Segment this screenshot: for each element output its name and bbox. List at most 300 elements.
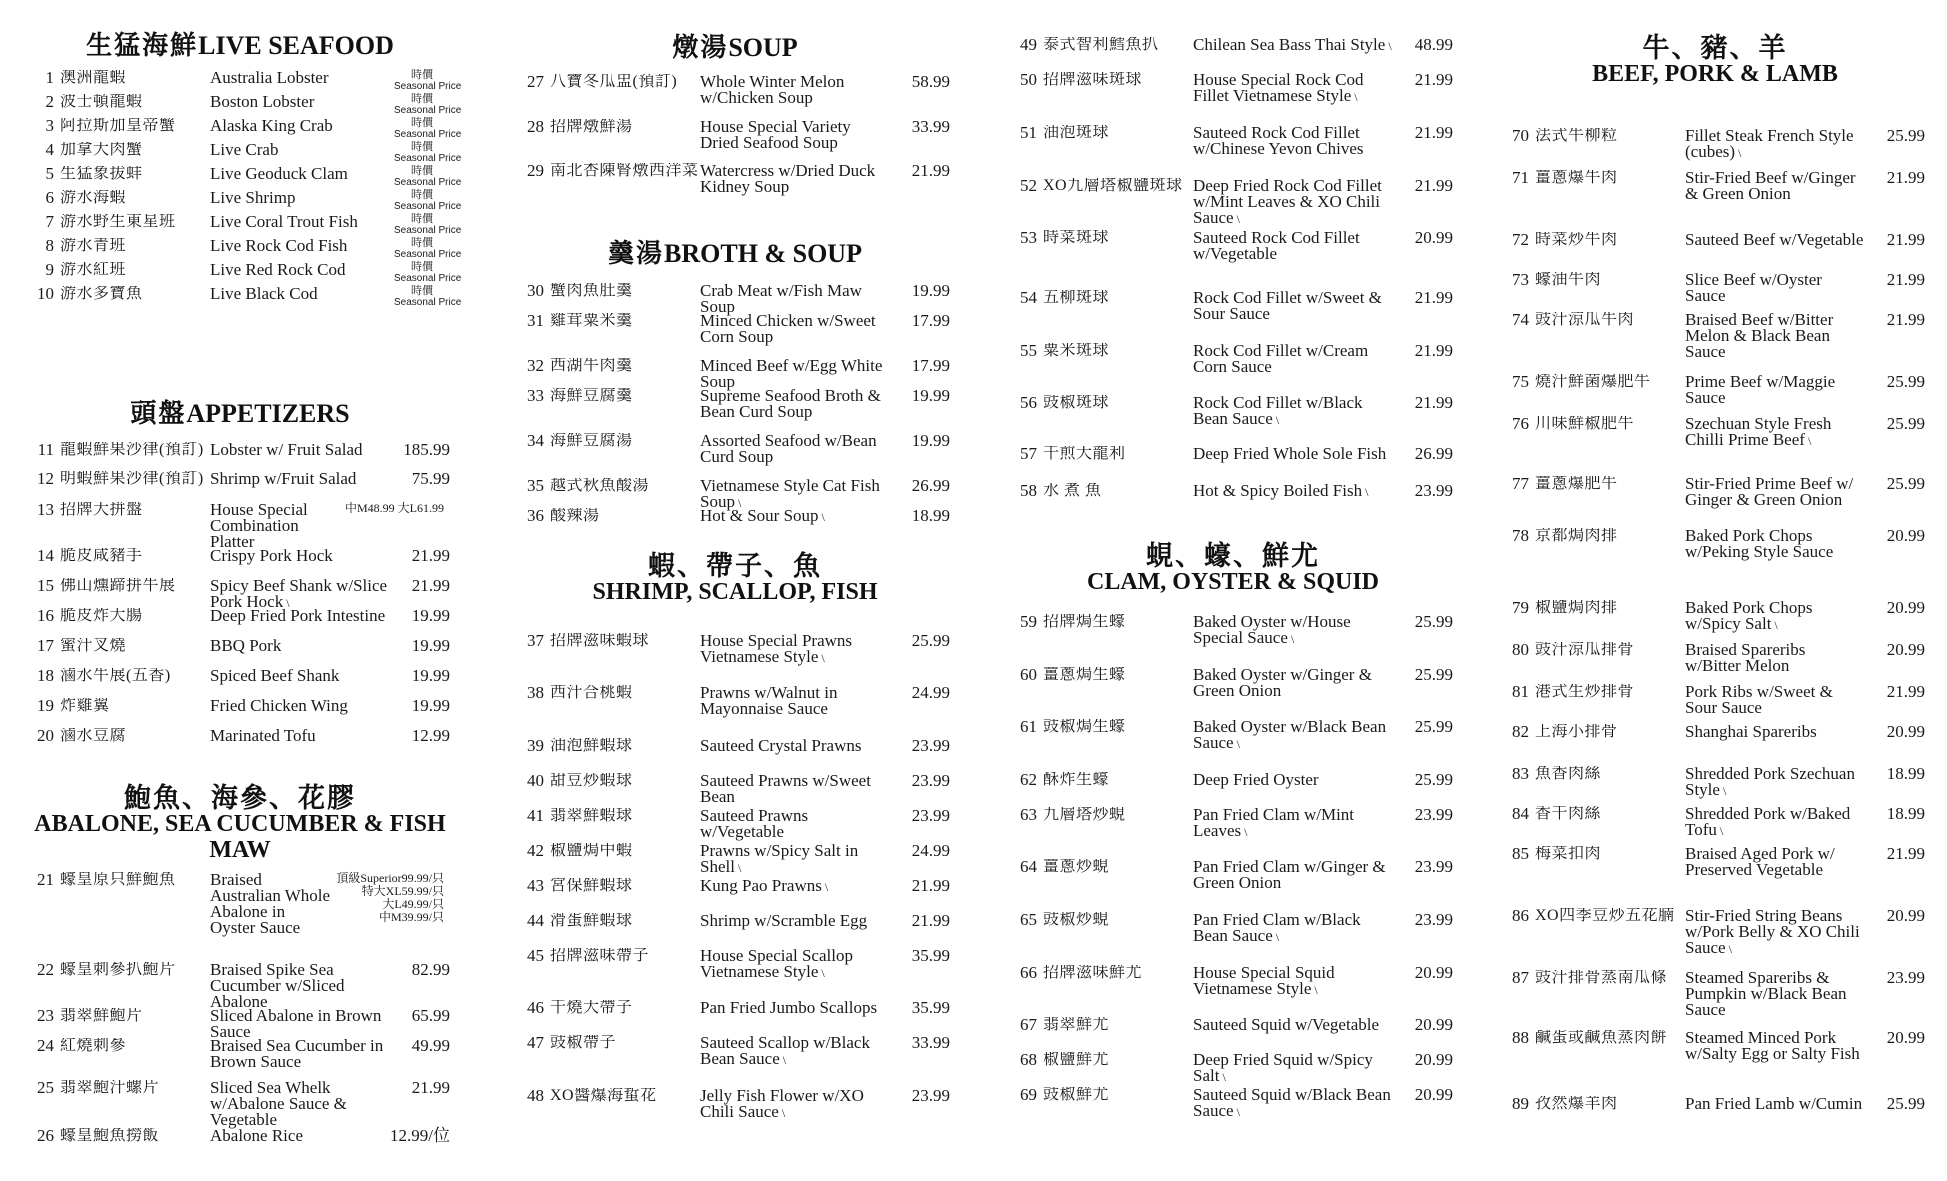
item-price: 20.99 xyxy=(1414,963,1453,982)
item-english-name xyxy=(1685,908,1869,957)
item-english-text: Shrimp w/Scramble Egg xyxy=(700,911,868,930)
item-english-name xyxy=(1685,684,1869,716)
item-number: 83 xyxy=(1512,764,1529,783)
item-price: 19.99 xyxy=(411,696,450,715)
menu-item xyxy=(30,164,462,188)
item-price: 82.99 xyxy=(411,960,450,979)
item-english-text: Baked Pork Chops w/Peking Style Sauce xyxy=(1685,526,1834,561)
section-title-chinese: 頭盤 xyxy=(130,399,187,428)
item-english-name xyxy=(210,214,394,230)
menu-item xyxy=(520,119,950,151)
item-english-text: Live Red Rock Cod xyxy=(210,260,346,279)
item-english-text: Lobster w/ Fruit Salad xyxy=(210,440,363,459)
item-english-name xyxy=(1193,446,1397,462)
item-chinese-name: 南北杏陳腎燉西洋菜 xyxy=(550,163,699,179)
item-price: 20.99 xyxy=(1886,722,1925,741)
item-chinese-name: 翡翠鮮鮑片 xyxy=(60,1008,143,1024)
menu-item xyxy=(1505,970,1925,1018)
menu-item xyxy=(1505,908,1925,957)
item-english-text: Spicy Beef Shank w/Slice Pork Hock xyxy=(210,576,388,611)
item-number: 37 xyxy=(527,631,544,650)
item-number: 64 xyxy=(1020,857,1037,876)
item-chinese-name: 干燒大帶子 xyxy=(550,1000,633,1016)
item-english-text: Stir-Fried Beef w/Ginger & Green Onion xyxy=(1685,168,1856,203)
item-english-text: Shrimp w/Fruit Salad xyxy=(210,469,357,488)
item-english-text: Supreme Seafood Broth & Bean Curd Soup xyxy=(700,386,881,421)
menu-item xyxy=(1505,528,1925,560)
item-chinese-name: 滷水豆腐 xyxy=(60,728,127,744)
item-english-text: Watercress w/Dried Duck Kidney Soup xyxy=(700,161,876,196)
item-seasonal-price xyxy=(394,141,462,164)
item-chinese-name: XO九層塔椒鹽斑球 xyxy=(1043,178,1183,194)
item-number: 44 xyxy=(527,911,544,930)
item-price: 20.99 xyxy=(1886,1028,1925,1047)
item-english-name xyxy=(210,668,394,684)
item-english-name xyxy=(210,1128,390,1144)
menu-item xyxy=(1505,600,1925,633)
item-chinese-name: XO醬爆海蜇花 xyxy=(550,1088,657,1104)
item-chinese-name: 豉汁排骨蒸南瓜條 xyxy=(1535,970,1668,986)
item-chinese-name: 川味鮮椒肥牛 xyxy=(1535,416,1635,432)
item-english-text: Fillet Steak French Style (cubes) xyxy=(1685,126,1854,161)
item-number: 20 xyxy=(37,726,54,745)
item-number: 24 xyxy=(37,1036,54,1055)
item-chinese-name: 脆皮咸豬手 xyxy=(60,548,143,564)
item-english-text: House Special Combination Platter xyxy=(210,500,308,551)
item-number: 87 xyxy=(1512,968,1529,987)
item-number: 27 xyxy=(527,72,544,91)
item-english-name xyxy=(210,94,394,110)
item-chinese-name: 椒鹽鮮尤 xyxy=(1043,1052,1110,1068)
menu-item xyxy=(1505,128,1925,161)
item-english-text: Whole Winter Melon w/Chicken Soup xyxy=(700,72,845,107)
seasonal-price-chinese: 時價 xyxy=(411,93,433,105)
item-english-name xyxy=(210,502,345,550)
menu-item xyxy=(30,140,462,164)
menu-item xyxy=(30,471,450,487)
item-english-name xyxy=(1685,170,1869,202)
section-title-english: APPETIZERS xyxy=(186,399,350,428)
item-english-text: Live Crab xyxy=(210,140,279,159)
item-chinese-name: 油泡斑球 xyxy=(1043,125,1110,141)
item-english-name xyxy=(1685,476,1869,508)
item-chinese-name: 水 煮 魚 xyxy=(1043,483,1102,499)
item-price: 24.99 xyxy=(911,841,950,860)
item-english-text: Marinated Tofu xyxy=(210,726,316,745)
item-price: 21.99 xyxy=(1886,270,1925,289)
menu-item xyxy=(1013,807,1453,840)
item-chinese-name: 豉椒帶子 xyxy=(550,1035,617,1051)
menu-item xyxy=(1013,230,1453,262)
item-number: 54 xyxy=(1020,288,1037,307)
item-chinese-name: 招牌燉鮮湯 xyxy=(550,119,633,135)
menu-item xyxy=(1013,343,1453,375)
item-english-text: Sliced Sea Whelk w/Abalone Sauce & Vegetable xyxy=(210,1078,347,1129)
seasonal-price-english: Seasonal Price xyxy=(394,177,462,188)
item-chinese-name: 炸雞翼 xyxy=(60,698,110,714)
item-english-text: Hot & Spicy Boiled Fish xyxy=(1193,481,1363,500)
item-english-name xyxy=(210,142,394,158)
item-english-text: Alaska King Crab xyxy=(210,116,333,135)
item-number: 85 xyxy=(1512,844,1529,863)
menu-item xyxy=(30,698,450,714)
item-english-name xyxy=(210,442,394,458)
item-chinese-name: 甜豆炒蝦球 xyxy=(550,773,633,789)
item-english-text: Pan Fried Clam w/Ginger & Green Onion xyxy=(1193,857,1386,892)
item-chinese-name: 九層塔炒蜆 xyxy=(1043,807,1126,823)
item-chinese-name: 椒鹽焗肉排 xyxy=(1535,600,1618,616)
item-price: 19.99 xyxy=(411,666,450,685)
item-price: 19.99 xyxy=(911,386,950,405)
item-number: 89 xyxy=(1512,1094,1529,1113)
item-chinese-name: 港式生炒排骨 xyxy=(1535,684,1635,700)
item-english-text: Sauteed Squid w/Vegetable xyxy=(1193,1015,1380,1034)
menu-item xyxy=(520,1035,950,1068)
item-price: 25.99 xyxy=(1414,665,1453,684)
item-chinese-name: 紅燒刺參 xyxy=(60,1038,127,1054)
menu-item xyxy=(1505,684,1925,716)
item-english-text: House Special Squid Vietnamese Style xyxy=(1193,963,1335,998)
item-number: 13 xyxy=(37,500,54,519)
item-chinese-name: 西湖牛肉羹 xyxy=(550,358,633,374)
item-chinese-name: 魚香肉絲 xyxy=(1535,766,1602,782)
item-english-name xyxy=(1685,1096,1869,1112)
item-english-text: Steamed Minced Pork w/Salty Egg or Salty Fish xyxy=(1685,1028,1860,1063)
seasonal-price-english: Seasonal Price xyxy=(394,81,462,92)
menu-item xyxy=(1505,846,1925,878)
menu-item xyxy=(30,1080,450,1128)
item-number: 5 xyxy=(45,164,54,183)
item-price: 23.99 xyxy=(911,736,950,755)
item-chinese-name: 薑蔥炒蜆 xyxy=(1043,859,1110,875)
item-english-name xyxy=(210,70,394,86)
item-number: 68 xyxy=(1020,1050,1037,1069)
item-english-text: Stir-Fried Prime Beef w/ Ginger & Green Onion xyxy=(1685,474,1854,509)
item-english-name xyxy=(210,166,394,182)
menu-item xyxy=(1013,483,1453,500)
item-number: 51 xyxy=(1020,123,1037,142)
menu-item xyxy=(30,188,462,212)
item-english-name xyxy=(210,238,394,254)
item-number: 82 xyxy=(1512,722,1529,741)
menu-item xyxy=(30,68,462,92)
item-chinese-name: 豉椒焗生蠔 xyxy=(1043,719,1126,735)
section-title xyxy=(30,400,450,427)
item-number: 35 xyxy=(527,476,544,495)
item-number: 18 xyxy=(37,666,54,685)
item-number: 70 xyxy=(1512,126,1529,145)
item-number: 43 xyxy=(527,876,544,895)
menu-item xyxy=(520,508,950,525)
item-english-text: Baked Oyster w/Black Bean Sauce xyxy=(1193,717,1387,752)
item-number: 38 xyxy=(527,683,544,702)
item-price: 25.99 xyxy=(1414,717,1453,736)
item-english-name xyxy=(1685,232,1869,248)
item-number: 15 xyxy=(37,576,54,595)
item-english-name xyxy=(210,190,394,206)
item-number: 6 xyxy=(45,188,54,207)
item-chinese-name: 薑蔥爆牛肉 xyxy=(1535,170,1618,186)
item-english-name xyxy=(210,962,394,1010)
seasonal-price-english: Seasonal Price xyxy=(394,105,462,116)
item-english-text: Prawns w/Walnut in Mayonnaise Sauce xyxy=(700,683,838,718)
item-price: 18.99 xyxy=(1886,764,1925,783)
item-english-text: Australia Lobster xyxy=(210,68,329,87)
menu-item xyxy=(520,738,950,754)
section-title-english: BROTH & SOUP xyxy=(664,239,862,268)
menu-item xyxy=(30,502,450,550)
item-price: 25.99 xyxy=(1886,474,1925,493)
item-number: 79 xyxy=(1512,598,1529,617)
spicy-chili-icon: \ xyxy=(1236,737,1240,751)
item-number: 60 xyxy=(1020,665,1037,684)
section-title-chinese: 燉湯 xyxy=(672,33,729,62)
item-price: 26.99 xyxy=(1414,444,1453,463)
section-title-chinese: 羹湯 xyxy=(608,239,665,268)
item-price: 23.99 xyxy=(1886,968,1925,987)
item-chinese-name: 加拿大肉蟹 xyxy=(60,142,143,158)
item-chinese-name: 佛山燻蹄拼牛展 xyxy=(60,578,176,594)
item-chinese-name: 波士頓龍蝦 xyxy=(60,94,143,110)
item-price: 20.99 xyxy=(1414,228,1453,247)
item-chinese-name: 京都焗肉排 xyxy=(1535,528,1618,544)
item-number: 58 xyxy=(1020,481,1037,500)
menu-item xyxy=(1013,178,1453,227)
menu-column-1 xyxy=(30,0,462,1181)
item-number: 29 xyxy=(527,161,544,180)
item-price: 21.99 xyxy=(1414,70,1453,89)
item-price: 21.99 xyxy=(1886,168,1925,187)
item-price: 23.99 xyxy=(1414,481,1453,500)
item-english-name xyxy=(700,913,894,929)
item-english-text: Sauteed Squid w/Black Bean Sauce xyxy=(1193,1085,1391,1120)
item-english-name xyxy=(210,471,394,487)
item-number: 55 xyxy=(1020,341,1037,360)
item-number: 74 xyxy=(1512,310,1529,329)
menu-item xyxy=(1505,476,1925,508)
item-english-name xyxy=(1685,600,1869,633)
spicy-chili-icon: \ xyxy=(1236,1105,1240,1119)
item-number: 9 xyxy=(45,260,54,279)
menu-item xyxy=(520,633,950,666)
item-english-name xyxy=(1193,343,1397,375)
section-title-english: SHRIMP, SCALLOP, FISH xyxy=(592,579,878,606)
menu-item xyxy=(520,773,950,805)
item-number: 56 xyxy=(1020,393,1037,412)
section-title-english: LIVE SEAFOOD xyxy=(198,31,394,60)
seasonal-price-chinese: 時價 xyxy=(411,213,433,225)
seasonal-price-chinese: 時價 xyxy=(411,285,433,297)
item-english-text: Szechuan Style Fresh Chilli Prime Beef xyxy=(1685,414,1832,449)
item-english-name xyxy=(1193,912,1397,945)
item-chinese-name: 招牌大拼盤 xyxy=(60,502,143,518)
item-english-name xyxy=(1685,128,1869,161)
item-price: 20.99 xyxy=(1886,640,1925,659)
menu-item xyxy=(520,313,950,345)
item-chinese-name: 游水青班 xyxy=(60,238,127,254)
section-title xyxy=(520,34,950,61)
item-number: 48 xyxy=(527,1086,544,1105)
item-number: 65 xyxy=(1020,910,1037,929)
item-english-text: House Special Scallop Vietnamese Style xyxy=(700,946,853,981)
item-english-name xyxy=(700,163,894,195)
item-chinese-name: 翡翠鮮尤 xyxy=(1043,1017,1110,1033)
menu-item xyxy=(1013,37,1453,54)
item-english-name xyxy=(1193,483,1397,500)
item-number: 28 xyxy=(527,117,544,136)
menu-item xyxy=(520,843,950,876)
item-number: 7 xyxy=(45,212,54,231)
item-number: 81 xyxy=(1512,682,1529,701)
item-chinese-name: 豉汁涼瓜排骨 xyxy=(1535,642,1635,658)
item-english-text: Rock Cod Fillet w/Cream Corn Sauce xyxy=(1193,341,1369,376)
item-price: 65.99 xyxy=(411,1006,450,1025)
item-english-text: Minced Beef w/Egg White Soup xyxy=(700,356,883,391)
item-price: 23.99 xyxy=(1414,910,1453,929)
item-english-text: Braised Spike Sea Cucumber w/Sliced Abalone xyxy=(210,960,345,1011)
item-number: 34 xyxy=(527,431,544,450)
item-number: 53 xyxy=(1020,228,1037,247)
item-english-name xyxy=(1193,965,1397,998)
item-english-name xyxy=(1685,1030,1869,1062)
item-price: 25.99 xyxy=(1414,612,1453,631)
item-price: 19.99 xyxy=(911,431,950,450)
menu-item xyxy=(30,668,450,684)
item-size-prices: 頂級Superior99.99/只 特大XL59.99/只 大L49.99/只 中M39.99/只 xyxy=(336,871,444,924)
item-chinese-name: 酸辣湯 xyxy=(550,508,600,524)
item-number: 84 xyxy=(1512,804,1529,823)
item-english-text: Pan Fried Clam w/Black Bean Sauce xyxy=(1193,910,1361,945)
item-english-name xyxy=(1685,312,1869,360)
item-price: 21.99 xyxy=(911,161,950,180)
item-price: 75.99 xyxy=(411,469,450,488)
menu-item xyxy=(1013,125,1453,157)
item-price: 48.99 xyxy=(1414,35,1453,54)
item-chinese-name: 游水多寶魚 xyxy=(60,286,143,302)
menu-item xyxy=(1505,642,1925,674)
spicy-chili-icon: \ xyxy=(737,861,742,875)
item-price: 18.99 xyxy=(1886,804,1925,823)
item-english-name xyxy=(700,633,894,666)
item-number: 41 xyxy=(527,806,544,825)
item-number: 59 xyxy=(1020,612,1037,631)
item-english-text: Live Geoduck Clam xyxy=(210,164,348,183)
spicy-chili-icon: \ xyxy=(821,651,825,665)
item-price: 21.99 xyxy=(1886,230,1925,249)
item-english-name xyxy=(210,698,394,714)
item-price: 35.99 xyxy=(911,946,950,965)
item-english-text: Baked Pork Chops w/Spicy Salt xyxy=(1685,598,1813,633)
item-number: 71 xyxy=(1512,168,1529,187)
menu-item xyxy=(520,948,950,981)
item-price: 24.99 xyxy=(911,683,950,702)
item-english-name xyxy=(700,508,894,525)
item-english-text: Braised Australian Whole Abalone in Oyster Sauce xyxy=(210,870,331,937)
item-chinese-name: 海鮮豆腐羹 xyxy=(550,388,633,404)
item-english-name xyxy=(1193,667,1397,699)
section-title xyxy=(30,784,450,863)
menu-item xyxy=(30,548,450,564)
item-english-text: Chilean Sea Bass Thai Style xyxy=(1193,35,1386,54)
item-number: 66 xyxy=(1020,963,1037,982)
item-english-text: Live Coral Trout Fish xyxy=(210,212,358,231)
item-chinese-name: 游水野生東星班 xyxy=(60,214,176,230)
seasonal-price-english: Seasonal Price xyxy=(394,297,462,308)
item-english-name xyxy=(210,548,394,564)
item-number: 63 xyxy=(1020,805,1037,824)
item-number: 47 xyxy=(527,1033,544,1052)
item-chinese-name: 梅菜扣肉 xyxy=(1535,846,1602,862)
item-english-name xyxy=(1685,272,1869,304)
item-english-text: House Special Prawns Vietnamese Style xyxy=(700,631,853,666)
menu-item xyxy=(30,212,462,236)
item-number: 2 xyxy=(45,92,54,111)
item-english-text: House Special Variety Dried Seafood Soup xyxy=(700,117,851,152)
item-number: 86 xyxy=(1512,906,1529,925)
item-price: 21.99 xyxy=(911,876,950,895)
item-chinese-name: 蟹肉魚肚羹 xyxy=(550,283,633,299)
section-title-english: CLAM, OYSTER & SQUID xyxy=(1086,569,1380,596)
item-chinese-name: 油泡鮮蝦球 xyxy=(550,738,633,754)
item-english-text: Fried Chicken Wing xyxy=(210,696,348,715)
section-title-english: SOUP xyxy=(728,33,798,62)
item-english-name xyxy=(700,878,894,895)
item-number: 50 xyxy=(1020,70,1037,89)
item-english-text: Rock Cod Fillet w/Sweet & Sour Sauce xyxy=(1193,288,1382,323)
item-number: 1 xyxy=(45,68,54,87)
menu-item xyxy=(1505,312,1925,360)
menu-column-4 xyxy=(1505,0,1925,1181)
item-english-name xyxy=(700,738,894,754)
item-english-name xyxy=(1685,724,1869,740)
item-english-text: Vietnamese Style Cat Fish Soup xyxy=(700,476,880,511)
item-chinese-name: 招牌焗生蠔 xyxy=(1043,614,1126,630)
item-english-text: Sauteed Rock Cod Fillet w/Vegetable xyxy=(1193,228,1360,263)
spicy-chili-icon: \ xyxy=(1290,632,1295,646)
section-title xyxy=(1505,34,1925,88)
menu-item xyxy=(1013,912,1453,945)
item-english-text: Braised Spareribs w/Bitter Melon xyxy=(1685,640,1806,675)
item-english-name xyxy=(1685,374,1869,406)
item-number: 45 xyxy=(527,946,544,965)
item-price: 21.99 xyxy=(411,1078,450,1097)
item-number: 26 xyxy=(37,1126,54,1145)
item-chinese-name: 蠔皇鮑魚撈飯 xyxy=(60,1128,160,1144)
item-seasonal-price xyxy=(394,213,462,236)
item-chinese-name: 粟米斑球 xyxy=(1043,343,1110,359)
menu-item xyxy=(30,442,450,458)
seasonal-price-english: Seasonal Price xyxy=(394,225,462,236)
item-english-name xyxy=(1685,846,1869,878)
item-english-text: Boston Lobster xyxy=(210,92,315,111)
item-chinese-name: 法式牛柳粒 xyxy=(1535,128,1618,144)
menu-item xyxy=(520,388,950,420)
section-title-chinese: 鮑魚、海參、花膠 xyxy=(124,783,356,813)
item-english-name xyxy=(210,118,394,134)
item-number: 32 xyxy=(527,356,544,375)
item-price: 23.99 xyxy=(911,1086,950,1105)
item-number: 4 xyxy=(45,140,54,159)
item-english-name xyxy=(210,872,336,936)
item-english-name xyxy=(1193,230,1397,262)
menu-item xyxy=(1013,772,1453,788)
item-english-text: Shredded Pork w/Baked Tofu xyxy=(1685,804,1851,839)
item-chinese-name: 滑蛋鮮蝦球 xyxy=(550,913,633,929)
item-seasonal-price xyxy=(394,285,462,308)
item-price: 20.99 xyxy=(1886,906,1925,925)
seasonal-price-english: Seasonal Price xyxy=(394,201,462,212)
item-english-name xyxy=(1193,772,1397,788)
